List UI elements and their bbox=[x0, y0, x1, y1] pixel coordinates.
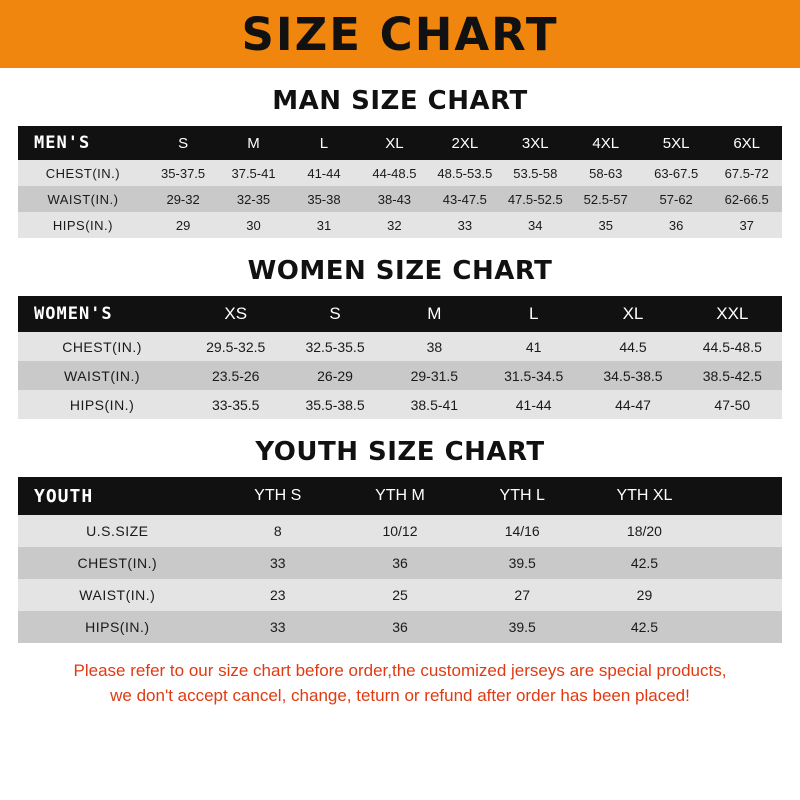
cell: 63-67.5 bbox=[641, 160, 711, 186]
cell: 33 bbox=[430, 212, 500, 238]
youth-table-body bbox=[18, 515, 782, 643]
cell: 36 bbox=[641, 212, 711, 238]
youth-table-header bbox=[18, 477, 782, 515]
youth-size-header: YTH M bbox=[339, 477, 461, 515]
cell: 35 bbox=[571, 212, 641, 238]
women-size-header: XL bbox=[583, 296, 682, 332]
youth-header-label: YOUTH bbox=[18, 477, 217, 515]
cell: 35-37.5 bbox=[148, 160, 218, 186]
cell: 38.5-41 bbox=[385, 390, 484, 419]
women-size-header: M bbox=[385, 296, 484, 332]
cell: 38-43 bbox=[359, 186, 429, 212]
cell: 58-63 bbox=[571, 160, 641, 186]
women-size-header: XXL bbox=[683, 296, 782, 332]
table-row bbox=[18, 547, 782, 579]
cell: 36 bbox=[339, 611, 461, 643]
women-size-header: S bbox=[285, 296, 384, 332]
cell: 44.5-48.5 bbox=[683, 332, 782, 361]
cell: 33-35.5 bbox=[186, 390, 285, 419]
cell: 14/16 bbox=[461, 515, 583, 547]
policy-note bbox=[18, 659, 782, 708]
row-label: CHEST(IN.) bbox=[18, 160, 148, 186]
cell: 31.5-34.5 bbox=[484, 361, 583, 390]
cell: 27 bbox=[461, 579, 583, 611]
cell: 39.5 bbox=[461, 547, 583, 579]
cell: 37.5-41 bbox=[218, 160, 288, 186]
cell: 32.5-35.5 bbox=[285, 332, 384, 361]
women-table-body bbox=[18, 332, 782, 419]
table-row bbox=[18, 390, 782, 419]
cell: 35-38 bbox=[289, 186, 359, 212]
policy-note-line-2: we don't accept cancel, change, teturn or refund after order has been placed! bbox=[110, 685, 690, 705]
men-section-title: MAN SIZE CHART bbox=[272, 86, 528, 116]
cell: 38.5-42.5 bbox=[683, 361, 782, 390]
table-row bbox=[18, 186, 782, 212]
table-row bbox=[18, 126, 782, 160]
row-label: HIPS(IN.) bbox=[18, 212, 148, 238]
table-row bbox=[18, 332, 782, 361]
cell: 8 bbox=[217, 515, 339, 547]
table-row bbox=[18, 477, 782, 515]
men-size-header: L bbox=[289, 126, 359, 160]
row-label: WAIST(IN.) bbox=[18, 186, 148, 212]
cell: 26-29 bbox=[285, 361, 384, 390]
cell: 29-31.5 bbox=[385, 361, 484, 390]
cell: 32-35 bbox=[218, 186, 288, 212]
cell: 44-47 bbox=[583, 390, 682, 419]
cell: 32 bbox=[359, 212, 429, 238]
row-label: HIPS(IN.) bbox=[18, 611, 217, 643]
table-row bbox=[18, 515, 782, 547]
policy-note-line-1: Please refer to our size chart before order,the customized jerseys are special products, bbox=[73, 661, 727, 680]
row-label: CHEST(IN.) bbox=[18, 547, 217, 579]
row-label: HIPS(IN.) bbox=[18, 390, 186, 419]
cell: 52.5-57 bbox=[571, 186, 641, 212]
men-size-header: 6XL bbox=[711, 126, 782, 160]
men-size-header: S bbox=[148, 126, 218, 160]
table-row bbox=[18, 579, 782, 611]
table-row bbox=[18, 296, 782, 332]
cell: 33 bbox=[217, 611, 339, 643]
cell-spacer bbox=[706, 579, 782, 611]
women-size-header: L bbox=[484, 296, 583, 332]
cell: 29 bbox=[583, 579, 705, 611]
youth-size-table bbox=[18, 477, 782, 643]
row-label: WAIST(IN.) bbox=[18, 361, 186, 390]
women-table-header bbox=[18, 296, 782, 332]
cell: 34.5-38.5 bbox=[583, 361, 682, 390]
cell: 41-44 bbox=[289, 160, 359, 186]
page-title: SIZE CHART bbox=[241, 7, 559, 61]
table-row bbox=[18, 361, 782, 390]
cell: 62-66.5 bbox=[711, 186, 782, 212]
youth-section-title: YOUTH SIZE CHART bbox=[255, 437, 545, 467]
youth-header-spacer bbox=[706, 477, 782, 515]
men-table-body bbox=[18, 160, 782, 238]
cell: 33 bbox=[217, 547, 339, 579]
youth-size-header: YTH XL bbox=[583, 477, 705, 515]
row-label: CHEST(IN.) bbox=[18, 332, 186, 361]
row-label: U.S.SIZE bbox=[18, 515, 217, 547]
cell: 35.5-38.5 bbox=[285, 390, 384, 419]
men-header-label: MEN'S bbox=[18, 126, 148, 160]
cell: 10/12 bbox=[339, 515, 461, 547]
cell: 34 bbox=[500, 212, 570, 238]
cell: 43-47.5 bbox=[430, 186, 500, 212]
cell: 36 bbox=[339, 547, 461, 579]
cell-spacer bbox=[706, 547, 782, 579]
banner bbox=[0, 0, 800, 68]
cell: 48.5-53.5 bbox=[430, 160, 500, 186]
cell: 47-50 bbox=[683, 390, 782, 419]
women-section-title: WOMEN SIZE CHART bbox=[247, 256, 553, 286]
women-header-label: WOMEN'S bbox=[18, 296, 186, 332]
table-row bbox=[18, 212, 782, 238]
cell: 29.5-32.5 bbox=[186, 332, 285, 361]
cell: 53.5-58 bbox=[500, 160, 570, 186]
cell: 29 bbox=[148, 212, 218, 238]
cell: 41 bbox=[484, 332, 583, 361]
men-size-table bbox=[18, 126, 782, 238]
cell: 57-62 bbox=[641, 186, 711, 212]
men-size-header: M bbox=[218, 126, 288, 160]
men-table-header bbox=[18, 126, 782, 160]
cell: 47.5-52.5 bbox=[500, 186, 570, 212]
men-size-header: 4XL bbox=[571, 126, 641, 160]
cell: 44-48.5 bbox=[359, 160, 429, 186]
cell: 23 bbox=[217, 579, 339, 611]
cell: 18/20 bbox=[583, 515, 705, 547]
women-size-table bbox=[18, 296, 782, 419]
men-size-header: 3XL bbox=[500, 126, 570, 160]
cell: 67.5-72 bbox=[711, 160, 782, 186]
cell: 37 bbox=[711, 212, 782, 238]
cell: 42.5 bbox=[583, 547, 705, 579]
youth-size-header: YTH L bbox=[461, 477, 583, 515]
cell: 30 bbox=[218, 212, 288, 238]
row-label: WAIST(IN.) bbox=[18, 579, 217, 611]
cell: 44.5 bbox=[583, 332, 682, 361]
table-row bbox=[18, 160, 782, 186]
table-row bbox=[18, 611, 782, 643]
content bbox=[0, 86, 800, 708]
cell: 42.5 bbox=[583, 611, 705, 643]
cell: 41-44 bbox=[484, 390, 583, 419]
cell: 38 bbox=[385, 332, 484, 361]
cell: 39.5 bbox=[461, 611, 583, 643]
cell: 31 bbox=[289, 212, 359, 238]
men-size-header: 5XL bbox=[641, 126, 711, 160]
youth-size-header: YTH S bbox=[217, 477, 339, 515]
men-size-header: XL bbox=[359, 126, 429, 160]
cell: 25 bbox=[339, 579, 461, 611]
cell-spacer bbox=[706, 611, 782, 643]
cell-spacer bbox=[706, 515, 782, 547]
men-size-header: 2XL bbox=[430, 126, 500, 160]
cell: 23.5-26 bbox=[186, 361, 285, 390]
women-size-header: XS bbox=[186, 296, 285, 332]
cell: 29-32 bbox=[148, 186, 218, 212]
